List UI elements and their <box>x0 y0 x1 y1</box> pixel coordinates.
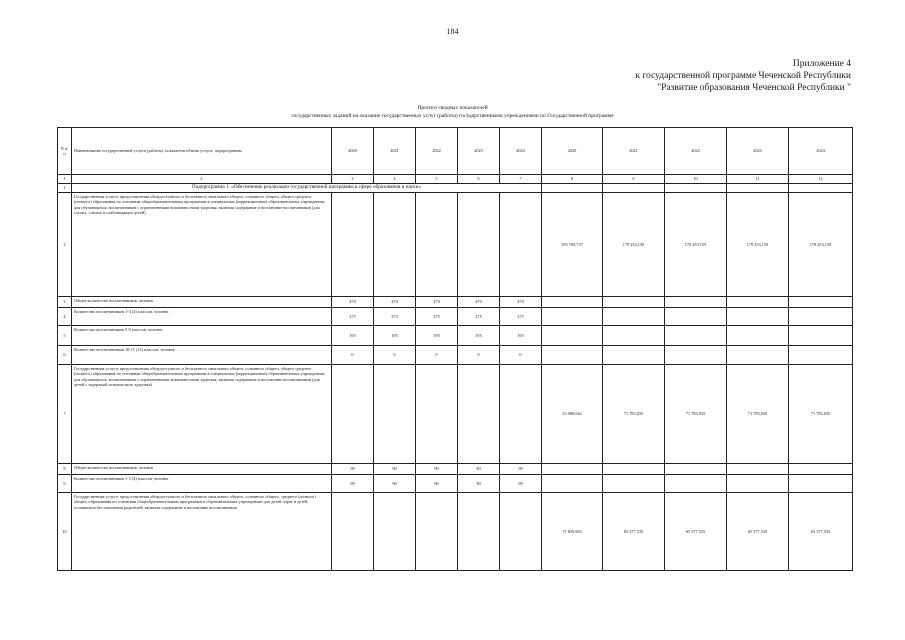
fin-value: 71 859,992 <box>542 493 603 571</box>
qty-value <box>374 193 416 297</box>
qty-value <box>458 365 500 464</box>
row-number: 10 <box>58 493 72 571</box>
qty-value: 195 <box>416 326 458 346</box>
fin-value <box>789 475 853 493</box>
qty-value: 0 <box>458 346 500 365</box>
header-fin-year: 2021 <box>603 128 665 175</box>
fin-value: 71 783,035 <box>603 365 665 464</box>
row-number: 2 <box>58 193 72 297</box>
header-qty-year: 2021 <box>374 128 416 175</box>
column-number: 6 <box>458 175 500 184</box>
fin-value <box>665 464 727 475</box>
fin-value <box>789 308 853 326</box>
qty-value: 0 <box>374 346 416 365</box>
qty-value <box>500 365 542 464</box>
indicators-table <box>57 127 853 571</box>
document-title-line-1: Прогноз сводных показателей <box>417 105 488 111</box>
subprogram-title: Подпрограмма 1. «Обеспечение реализации государственной программы в сфере образования и науки» <box>72 184 542 193</box>
qty-value: 275 <box>374 308 416 326</box>
column-number: 7 <box>500 175 542 184</box>
document-title-line-2: государственных заданий на оказание государственных услуг (работы) государственными учреждениями по Государственной программе <box>291 113 614 119</box>
qty-value <box>416 365 458 464</box>
column-number: 5 <box>416 175 458 184</box>
fin-value: 179 253,159 <box>727 193 789 297</box>
fin-value: 179 253,159 <box>665 193 727 297</box>
qty-value: 275 <box>416 308 458 326</box>
fin-value <box>727 475 789 493</box>
fin-value <box>603 475 665 493</box>
fin-value <box>727 308 789 326</box>
header-fin-year: 2022 <box>665 128 727 175</box>
row-name: Количество воспитанников 1-3 (4) классов, человек <box>72 308 332 326</box>
column-number: 12 <box>789 175 853 184</box>
column-number: 10 <box>665 175 727 184</box>
column-number: 11 <box>727 175 789 184</box>
fin-value <box>542 308 603 326</box>
column-number: 4 <box>374 175 416 184</box>
fin-value <box>542 346 603 365</box>
qty-value <box>374 365 416 464</box>
column-number: 9 <box>603 175 665 184</box>
subprogram-row <box>58 184 853 193</box>
fin-value: 65 377,535 <box>665 493 727 571</box>
row-number: 6 <box>58 346 72 365</box>
qty-value: 90 <box>500 464 542 475</box>
fin-value <box>665 297 727 308</box>
qty-value: 90 <box>458 475 500 493</box>
header-num: N п/п <box>58 128 72 175</box>
qty-value: 90 <box>416 475 458 493</box>
fin-value <box>542 326 603 346</box>
column-number: 3 <box>332 175 374 184</box>
fin-value <box>542 297 603 308</box>
row-name: Количество воспитанников 1-3 (4) классов, человек <box>72 475 332 493</box>
qty-value: 470 <box>500 297 542 308</box>
fin-value: 65 377,535 <box>603 493 665 571</box>
fin-value: 71 783,035 <box>727 365 789 464</box>
column-number: 8 <box>542 175 603 184</box>
fin-value: 179 253,159 <box>603 193 665 297</box>
header-fin-year: 2020 <box>542 128 603 175</box>
row-name: Количество воспитанников 10-11 (12) классов, человек <box>72 346 332 365</box>
row-number: 9 <box>58 475 72 493</box>
appendix-line-2: к государственной программе Чеченской Республики <box>635 71 851 81</box>
row-number: 8 <box>58 464 72 475</box>
fin-value <box>542 475 603 493</box>
qty-value: 195 <box>332 326 374 346</box>
column-number-row <box>58 175 853 184</box>
appendix-line-3: "Развитие образования Чеченской Республики " <box>657 83 851 93</box>
fin-value <box>665 346 727 365</box>
header-qty-year: 2024 <box>500 128 542 175</box>
table-row <box>58 493 853 571</box>
fin-value: 71 783,035 <box>665 365 727 464</box>
empty-cell <box>542 184 603 193</box>
header-name: Наименование государственной услуги (работы), показателя объема услуги, подпрограммы <box>72 128 332 175</box>
qty-value: 275 <box>458 308 500 326</box>
fin-value <box>789 464 853 475</box>
fin-value: 23 988,044 <box>542 365 603 464</box>
header-qty-year: 2022 <box>416 128 458 175</box>
qty-value <box>458 493 500 571</box>
row-name: Государственная услуга: предоставления общедоступного и бесплатного начального общего, основного общего, общего среднего (полного) образования по основным общеобразовательным программам в специальных (коррекционных) образовательных учреждениях для обучающихся, воспитанников с ограниченными возможностями здоровья, включая содержание и воспитание воспитанников (для детей с задержкой психического здоровья) <box>72 365 332 464</box>
qty-value <box>500 493 542 571</box>
qty-value <box>332 365 374 464</box>
fin-value <box>542 464 603 475</box>
table-row <box>58 464 853 475</box>
fin-value <box>727 297 789 308</box>
qty-value <box>458 193 500 297</box>
qty-value: 470 <box>416 297 458 308</box>
qty-value: 195 <box>458 326 500 346</box>
row-name: Количество воспитанников 5-9 классов, человек <box>72 326 332 346</box>
header-row <box>58 128 853 175</box>
row-number: 5 <box>58 326 72 346</box>
qty-value <box>416 193 458 297</box>
fin-value <box>603 297 665 308</box>
qty-value <box>416 493 458 571</box>
qty-value: 0 <box>416 346 458 365</box>
column-number: 1 <box>58 175 72 184</box>
row-number: 4 <box>58 308 72 326</box>
fin-value <box>789 297 853 308</box>
qty-value: 275 <box>332 308 374 326</box>
fin-value <box>727 346 789 365</box>
fin-value <box>665 475 727 493</box>
row-name: Государственная услуга: предоставления общедоступного и бесплатного начального общего, основного общего, среднего (полного) общего образования по основным общеобразовательным программам в образовательных учреждениях для детей сирот и детей, оставшихся без попечения родителей, включая содержание и воспитание воспитанников <box>72 493 332 571</box>
qty-value: 90 <box>500 475 542 493</box>
qty-value: 90 <box>458 464 500 475</box>
empty-cell <box>789 184 853 193</box>
table-row <box>58 326 853 346</box>
fin-value: 179 253,159 <box>789 193 853 297</box>
empty-cell <box>665 184 727 193</box>
row-name: Общее количество воспитанников, человек <box>72 464 332 475</box>
column-number: 2 <box>72 175 332 184</box>
qty-value <box>332 193 374 297</box>
qty-value: 90 <box>416 464 458 475</box>
row-name: Государственная услуга: предоставления общедоступного и бесплатного начального общего, основного общего, общего среднего (полного) образования по основным общеобразовательным программам в специальных (коррекционных) образовательных учреждениях для обучающихся, воспитанников с ограниченными возможностями здоровья, включая содержание и воспитание воспитанников (для глухих, слепых и слабовидящих детей) <box>72 193 332 297</box>
fin-value: 65 377,535 <box>727 493 789 571</box>
qty-value: 195 <box>374 326 416 346</box>
qty-value: 90 <box>332 475 374 493</box>
row-name: Общее количество воспитанников, человек <box>72 297 332 308</box>
header-fin-year: 2024 <box>789 128 853 175</box>
qty-value <box>500 193 542 297</box>
qty-value: 0 <box>332 346 374 365</box>
fin-value <box>603 308 665 326</box>
fin-value: 65 377,535 <box>789 493 853 571</box>
fin-value <box>665 308 727 326</box>
appendix-heading <box>635 58 851 94</box>
qty-value <box>332 493 374 571</box>
fin-value: 71 783,035 <box>789 365 853 464</box>
page-number: 184 <box>446 27 459 36</box>
fin-value <box>603 326 665 346</box>
table-row <box>58 308 853 326</box>
qty-value <box>374 493 416 571</box>
qty-value: 275 <box>500 308 542 326</box>
empty-cell <box>727 184 789 193</box>
fin-value <box>603 464 665 475</box>
table-row <box>58 365 853 464</box>
table-row <box>58 297 853 308</box>
qty-value: 90 <box>374 464 416 475</box>
table-row <box>58 193 853 297</box>
header-fin-year: 2023 <box>727 128 789 175</box>
qty-value: 90 <box>332 464 374 475</box>
qty-value: 195 <box>500 326 542 346</box>
qty-value: 470 <box>374 297 416 308</box>
qty-value: 470 <box>458 297 500 308</box>
header-qty-year: 2020 <box>332 128 374 175</box>
qty-value: 0 <box>500 346 542 365</box>
header-qty-year: 2023 <box>458 128 500 175</box>
fin-value <box>727 326 789 346</box>
qty-value: 470 <box>332 297 374 308</box>
table-row <box>58 346 853 365</box>
row-number: 7 <box>58 365 72 464</box>
fin-value <box>603 346 665 365</box>
fin-value: 193 769,737 <box>542 193 603 297</box>
fin-value <box>789 346 853 365</box>
qty-value: 90 <box>374 475 416 493</box>
document-title <box>0 104 905 120</box>
subprogram-num: 1 <box>58 184 72 193</box>
appendix-line-1: Приложение 4 <box>792 59 851 69</box>
empty-cell <box>603 184 665 193</box>
fin-value <box>727 464 789 475</box>
row-number: 3 <box>58 297 72 308</box>
fin-value <box>789 326 853 346</box>
fin-value <box>665 326 727 346</box>
table-row <box>58 475 853 493</box>
